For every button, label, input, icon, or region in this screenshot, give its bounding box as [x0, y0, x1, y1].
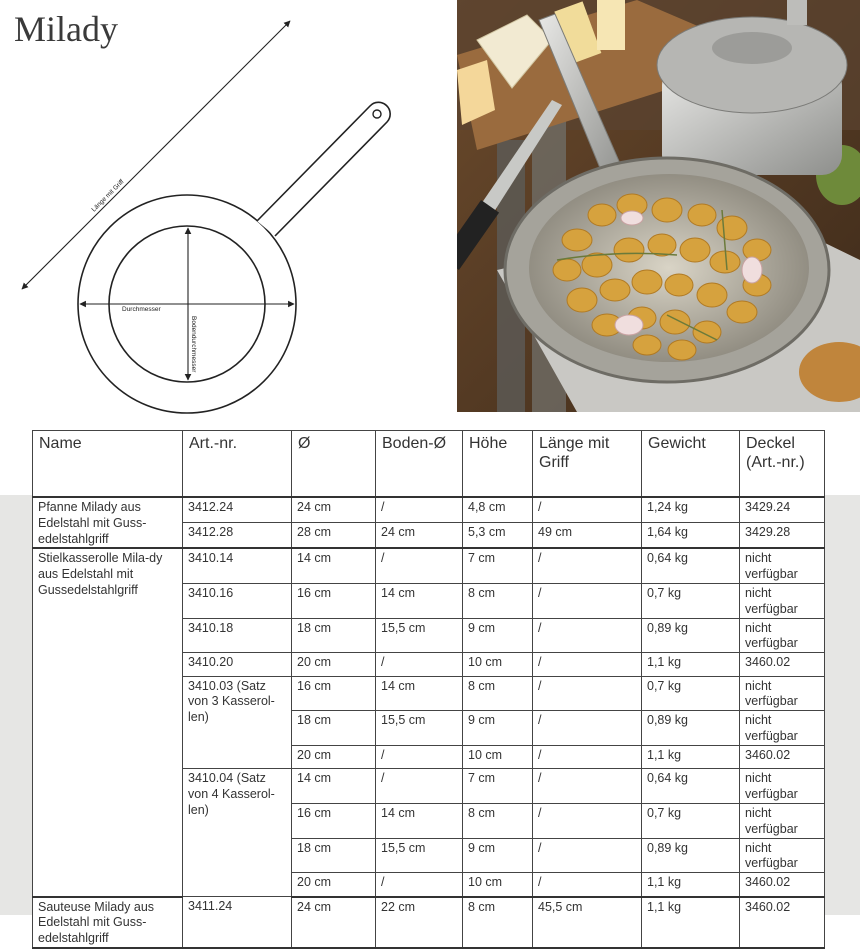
diameter-cell: 16 cm [292, 583, 376, 618]
bottom-diameter-cell: / [376, 873, 463, 897]
lid-cell: nicht verfügbar [740, 618, 825, 653]
weight-cell: 1,1 kg [642, 745, 740, 769]
pan-icon [505, 158, 829, 382]
height-cell: 7 cm [463, 548, 533, 583]
weight-cell: 0,89 kg [642, 711, 740, 746]
table-row [33, 897, 825, 948]
col-header-art-nr: Art.-nr. [183, 431, 292, 498]
product-name-cell: Stielkasserolle Mila-dy aus Edelstahl mit Gussedelstahlgriff [33, 548, 183, 896]
weight-cell: 0,89 kg [642, 618, 740, 653]
table-row [33, 497, 825, 523]
bottom-diameter-cell: 22 cm [376, 897, 463, 948]
table-header-row [33, 431, 825, 498]
weight-cell: 0,64 kg [642, 769, 740, 804]
length-cell: / [533, 838, 642, 873]
height-cell: 10 cm [463, 873, 533, 897]
product-photo [457, 0, 860, 412]
product-spec-table [32, 430, 825, 949]
length-cell: / [533, 497, 642, 523]
lid-cell: 3460.02 [740, 653, 825, 677]
length-cell: / [533, 803, 642, 838]
diameter-cell: 28 cm [292, 523, 376, 549]
col-header-weight: Gewicht [642, 431, 740, 498]
length-arrow [22, 21, 290, 289]
product-name-cell: Pfanne Milady aus Edelstahl mit Guss-edelstahlgriff [33, 497, 183, 548]
art-nr-cell: 3412.28 [183, 523, 292, 549]
bottom-diameter-cell: 14 cm [376, 583, 463, 618]
weight-cell: 1,64 kg [642, 523, 740, 549]
col-header-height: Höhe [463, 431, 533, 498]
bottom-diameter-cell: / [376, 548, 463, 583]
lid-cell: nicht verfügbar [740, 838, 825, 873]
height-cell: 10 cm [463, 745, 533, 769]
height-cell: 9 cm [463, 838, 533, 873]
diameter-label: Durchmesser [122, 306, 161, 313]
art-nr-cell: 3410.14 [183, 548, 292, 583]
lid-cell: 3429.28 [740, 523, 825, 549]
length-cell: / [533, 653, 642, 677]
length-cell: / [533, 583, 642, 618]
art-nr-cell: 3410.20 [183, 653, 292, 677]
diameter-cell: 24 cm [292, 897, 376, 948]
bottom-diameter-cell: / [376, 769, 463, 804]
length-cell: 45,5 cm [533, 897, 642, 948]
weight-cell: 1,24 kg [642, 497, 740, 523]
bottom-diameter-cell: 14 cm [376, 803, 463, 838]
height-cell: 9 cm [463, 618, 533, 653]
art-nr-cell: 3410.16 [183, 583, 292, 618]
lid-cell: nicht verfügbar [740, 769, 825, 804]
diameter-cell: 14 cm [292, 769, 376, 804]
height-cell: 10 cm [463, 653, 533, 677]
lid-cell: nicht verfügbar [740, 676, 825, 711]
height-cell: 9 cm [463, 711, 533, 746]
length-cell: / [533, 548, 642, 583]
table-body [33, 497, 825, 948]
height-cell: 8 cm [463, 803, 533, 838]
diameter-cell: 18 cm [292, 838, 376, 873]
length-cell: / [533, 618, 642, 653]
bottom-diameter-cell: 15,5 cm [376, 618, 463, 653]
diameter-cell: 16 cm [292, 803, 376, 838]
lid-cell: 3460.02 [740, 873, 825, 897]
col-header-lid: Deckel (Art.-nr.) [740, 431, 825, 498]
height-cell: 7 cm [463, 769, 533, 804]
length-cell: / [533, 676, 642, 711]
length-cell: / [533, 769, 642, 804]
diameter-cell: 20 cm [292, 745, 376, 769]
bottom-diameter-cell: 14 cm [376, 676, 463, 711]
bottom-diameter-cell: 15,5 cm [376, 838, 463, 873]
col-header-name: Name [33, 431, 183, 498]
lid-cell: nicht verfügbar [740, 711, 825, 746]
lid-cell: nicht verfügbar [740, 548, 825, 583]
weight-cell: 0,7 kg [642, 583, 740, 618]
length-cell: 49 cm [533, 523, 642, 549]
page-title: Milady [14, 9, 118, 49]
diameter-cell: 20 cm [292, 653, 376, 677]
bottom-diameter-cell: 15,5 cm [376, 711, 463, 746]
art-nr-cell: 3410.04 (Satz von 4 Kasserol-len) [183, 769, 292, 897]
diameter-cell: 16 cm [292, 676, 376, 711]
lid-cell: nicht verfügbar [740, 583, 825, 618]
diameter-cell: 14 cm [292, 548, 376, 583]
lid-cell: nicht verfügbar [740, 803, 825, 838]
table-row [33, 548, 825, 583]
lid-cell: 3460.02 [740, 745, 825, 769]
bottom-diameter-cell: 24 cm [376, 523, 463, 549]
pan-handle [257, 102, 390, 236]
diameter-cell: 20 cm [292, 873, 376, 897]
lid-cell: 3429.24 [740, 497, 825, 523]
diameter-cell: 24 cm [292, 497, 376, 523]
length-cell: / [533, 711, 642, 746]
weight-cell: 0,64 kg [642, 548, 740, 583]
height-cell: 4,8 cm [463, 497, 533, 523]
weight-cell: 1,1 kg [642, 897, 740, 948]
weight-cell: 0,7 kg [642, 676, 740, 711]
height-cell: 8 cm [463, 897, 533, 948]
col-header-bottom-diameter: Boden-Ø [376, 431, 463, 498]
length-label: Länge mit Griff [90, 178, 126, 214]
col-header-length: Länge mit Griff [533, 431, 642, 498]
weight-cell: 1,1 kg [642, 653, 740, 677]
weight-cell: 1,1 kg [642, 873, 740, 897]
height-cell: 5,3 cm [463, 523, 533, 549]
art-nr-cell: 3411.24 [183, 897, 292, 948]
lid-cell: 3460.02 [740, 897, 825, 948]
diameter-cell: 18 cm [292, 618, 376, 653]
product-name-cell: Sauteuse Milady aus Edelstahl mit Guss-edelstahlgriff [33, 897, 183, 948]
length-cell: / [533, 873, 642, 897]
bottom-diameter-cell: / [376, 497, 463, 523]
height-cell: 8 cm [463, 583, 533, 618]
bottom-diameter-cell: / [376, 745, 463, 769]
bottom-diameter-cell: / [376, 653, 463, 677]
length-cell: / [533, 745, 642, 769]
weight-cell: 0,89 kg [642, 838, 740, 873]
height-cell: 8 cm [463, 676, 533, 711]
weight-cell: 0,7 kg [642, 803, 740, 838]
art-nr-cell: 3412.24 [183, 497, 292, 523]
col-header-diameter: Ø [292, 431, 376, 498]
art-nr-cell: 3410.18 [183, 618, 292, 653]
bottom-diameter-label: Bodendurchmesser [190, 316, 197, 373]
diameter-cell: 18 cm [292, 711, 376, 746]
pan-dimension-diagram [0, 0, 450, 420]
art-nr-cell: 3410.03 (Satz von 3 Kasserol-len) [183, 676, 292, 769]
